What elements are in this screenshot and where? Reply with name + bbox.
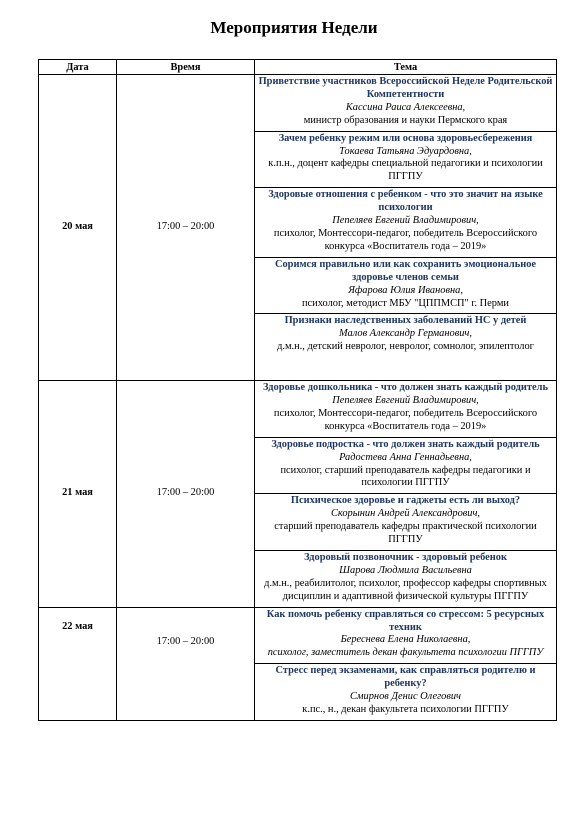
event-position: к.пс., н., декан факультета психологии ПГГПУ bbox=[302, 703, 509, 715]
event-speaker: Радостева Анна Геннадьевна, bbox=[339, 451, 472, 463]
event-speaker: Яфарова Юлия Ивановна, bbox=[348, 284, 463, 296]
event-cell bbox=[255, 664, 557, 721]
event-topic: Психическое здоровье и гаджеты есть ли выход? bbox=[290, 495, 521, 507]
table-row bbox=[39, 607, 557, 664]
event-speaker: Токаева Татьяна Эдуардовна, bbox=[339, 145, 472, 157]
header-time: Время bbox=[117, 60, 255, 75]
event-position: психолог, Монтессори-педагог, победитель Всероссийского конкурса «Воспитатель года – 2019» bbox=[273, 227, 538, 252]
event-cell bbox=[255, 257, 557, 314]
day-time: 17:00 – 20:00 bbox=[117, 381, 255, 608]
event-speaker: Малов Александр Германович, bbox=[339, 328, 472, 340]
table-row bbox=[39, 381, 557, 438]
event-topic: Стресс перед экзаменами, как справляться родителю и ребенку? bbox=[275, 665, 536, 690]
event-position: психолог, заместитель декан факультета психологии ПГГПУ bbox=[267, 647, 544, 659]
event-position: психолог, методист МБУ "ЦППМСП" г. Перми bbox=[302, 297, 509, 309]
event-position: к.п.н., доцент кафедры специальной педагогики и психологии ПГГПУ bbox=[268, 158, 543, 183]
event-position: психолог, старший преподаватель кафедры педагогики и психологии ПГГПУ bbox=[280, 464, 531, 489]
header-date: Дата bbox=[39, 60, 117, 75]
event-speaker: Шарова Людмила Васильевна bbox=[339, 564, 472, 576]
event-speaker: Кассина Раиса Алексеевна, bbox=[345, 101, 466, 113]
events-table bbox=[38, 59, 557, 721]
event-topic: Здоровые отношения с ребенком - что это значит на языке психологии bbox=[268, 189, 543, 214]
event-speaker: Пепеляев Евгений Владимирович, bbox=[332, 395, 479, 407]
event-topic: Как помочь ребенку справляться со стрессом: 5 ресурсных техник bbox=[266, 608, 545, 633]
day-date: 21 мая bbox=[39, 381, 117, 608]
event-topic: Признаки наследственных заболеваний НС у детей bbox=[284, 315, 527, 327]
event-position: старший преподаватель кафедры практической психологии ПГГПУ bbox=[274, 521, 537, 546]
day-time: 17:00 – 20:00 bbox=[117, 75, 255, 381]
event-topic: Приветствие участников Всероссийской Неделе Родительской Компетентности bbox=[258, 76, 553, 100]
event-speaker: Пепеляев Евгений Владимирович, bbox=[332, 215, 479, 227]
day-time: 17:00 – 20:00 bbox=[117, 607, 255, 720]
event-speaker: Смирнов Денис Олегович bbox=[349, 691, 461, 703]
table-row bbox=[39, 75, 557, 132]
events-body bbox=[39, 75, 557, 721]
event-topic: Здоровый позвоночник - здоровый ребенок bbox=[304, 552, 507, 563]
event-speaker: Береснева Елена Николаевна, bbox=[340, 634, 471, 646]
event-position: д.м.н., реабилитолог, психолог, профессор кафедры спортивных дисциплин и адаптивной физической культуры ПГГПУ bbox=[264, 577, 547, 602]
header-topic: Тема bbox=[255, 60, 557, 75]
event-position: министр образования и науки Пермского края bbox=[303, 114, 508, 126]
event-topic: Здоровье подростка - что должен знать каждый родитель bbox=[271, 438, 540, 450]
event-cell bbox=[255, 131, 557, 188]
event-position: психолог, Монтессори-педагог, победитель Всероссийского конкурса «Воспитатель года – 2019» bbox=[273, 407, 538, 432]
event-topic: Зачем ребенку режим или основа здоровьесбережения bbox=[278, 132, 533, 144]
day-date: 20 мая bbox=[39, 75, 117, 381]
event-position: д.м.н., детский невролог, невролог, сомнолог, эпилептолог bbox=[277, 341, 534, 353]
event-cell bbox=[255, 551, 557, 608]
event-cell bbox=[255, 494, 557, 551]
event-topic: Здоровье дошкольника - что должен знать каждый родитель bbox=[263, 382, 548, 394]
event-cell bbox=[255, 188, 557, 258]
event-cell bbox=[255, 314, 557, 381]
event-cell bbox=[255, 437, 557, 494]
event-cell bbox=[255, 381, 557, 438]
table-header-row bbox=[39, 60, 557, 75]
event-cell bbox=[255, 607, 557, 664]
event-topic: Соримся правильно или как сохранить эмоциональное здоровье членов семьи bbox=[274, 258, 537, 283]
event-cell bbox=[255, 75, 557, 132]
event-speaker: Скорынин Андрей Александрович, bbox=[330, 508, 481, 520]
day-date: 22 мая bbox=[39, 607, 117, 720]
page-title: Мероприятия Недели bbox=[210, 18, 378, 37]
